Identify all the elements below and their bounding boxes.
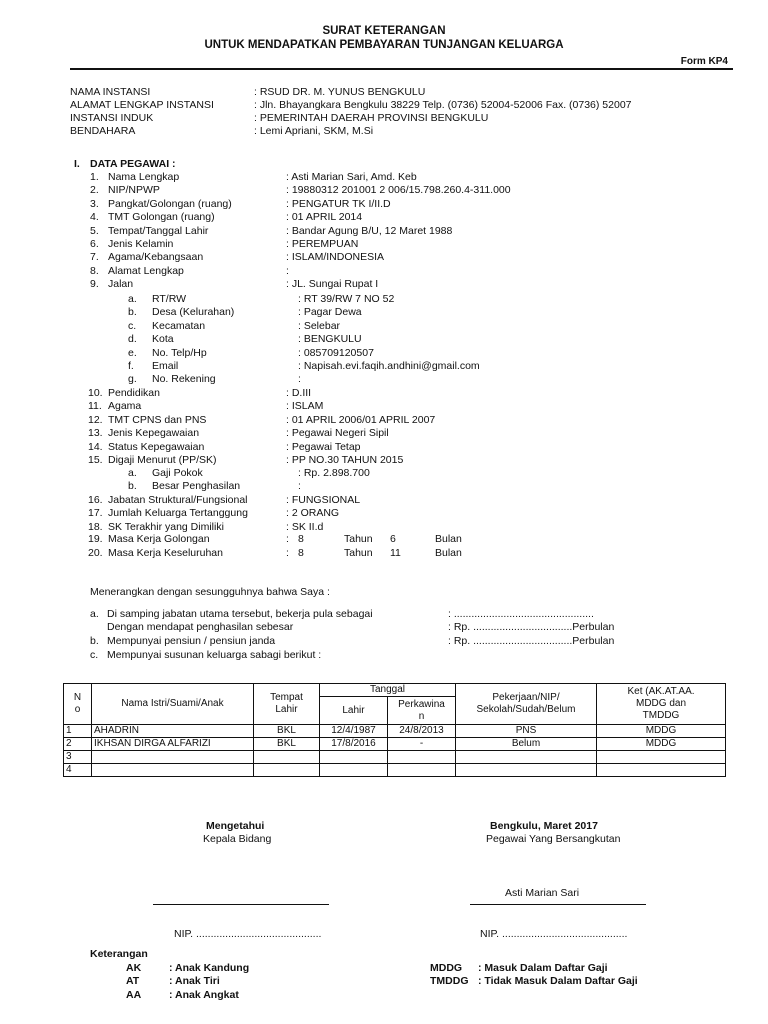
cell-pekerjaan: Belum — [456, 738, 597, 751]
field-label: Masa Kerja Keseluruhan — [108, 547, 223, 559]
declaration-intro: Menerangkan dengan sesungguhnya bahwa Saya : — [90, 586, 330, 598]
field-value: : D.III — [286, 387, 312, 399]
legend-code-ak: AK — [126, 962, 142, 974]
cell-tanggal-perkawinan: - — [388, 738, 456, 751]
declaration-a-text: Di samping jabatan utama tersebut, bekerja pula sebagai — [107, 608, 373, 620]
field-number: 5. — [90, 224, 99, 237]
cell-ket: MDDG — [597, 725, 726, 738]
tahun-value: 8 — [298, 533, 304, 545]
bulan-label: Bulan — [435, 533, 462, 545]
field-number: 14. — [88, 440, 103, 453]
field-value: : JL. Sungai Rupat I — [286, 278, 379, 291]
field-number: 19. — [88, 533, 103, 545]
field-value: : PEREMPUAN — [286, 238, 359, 250]
field-label: Agama — [108, 400, 142, 413]
field-number: 12. — [88, 413, 103, 426]
declaration-a-value: : ................................................ — [448, 608, 594, 620]
declaration-b-letter: b. — [90, 635, 99, 647]
field-value: : Pegawai Negeri Sipil — [286, 427, 389, 440]
legend-desc-mddg: : Masuk Dalam Daftar Gaji — [478, 962, 608, 974]
field-number: 16. — [88, 494, 103, 506]
field-letter: c. — [128, 319, 137, 332]
field-number: 18. — [88, 520, 103, 533]
field-value: : 2 ORANG — [286, 507, 340, 520]
header-pekerjaan: Pekerjaan/NIP/ Sekolah/Sudah/Belum — [456, 684, 597, 725]
field-colon: : — [286, 547, 289, 559]
field-value: : Pegawai Tetap — [286, 440, 361, 453]
field-value: : BENGKULU — [298, 333, 362, 346]
field-number: 15. — [88, 454, 103, 466]
field-label: Pendidikan — [108, 387, 160, 399]
cell-tanggal-lahir: 17/8/2016 — [320, 738, 388, 751]
bendahara-value: : Lemi Apriani, SKM, M.Si — [254, 125, 374, 137]
field-number: 6. — [90, 238, 99, 250]
field-letter: b. — [128, 480, 137, 493]
cell-pekerjaan — [456, 751, 597, 764]
field-number: 8. — [90, 264, 99, 277]
legend-title: Keterangan — [90, 948, 148, 960]
field-value: : SK II.d — [286, 520, 324, 533]
field-value: : 085709120507 — [298, 346, 374, 359]
field-label: Email — [152, 360, 179, 372]
field-label: Masa Kerja Golongan — [108, 533, 210, 545]
field-label: No. Rekening — [152, 373, 216, 386]
cell-tanggal-perkawinan — [388, 764, 456, 777]
field-label: Tempat/Tanggal Lahir — [108, 224, 209, 237]
table-header-row — [64, 684, 726, 697]
field-value: : ISLAM — [286, 400, 324, 413]
field-value: : — [286, 264, 289, 277]
instansi-alamat-label: ALAMAT LENGKAP INSTANSI — [70, 99, 214, 111]
sign-left-role: Kepala Bidang — [203, 833, 272, 845]
field-value: : Napisah.evi.faqih.andhini@gmail.com — [298, 360, 480, 372]
field-value: : — [298, 480, 301, 493]
field-letter: d. — [128, 333, 137, 346]
field-label: Besar Penghasilan — [152, 480, 241, 493]
bulan-label: Bulan — [435, 547, 462, 559]
legend-code-tmddg: TMDDG — [430, 975, 469, 987]
legend-desc-ak: : Anak Kandung — [169, 962, 250, 974]
field-number: 7. — [90, 251, 99, 264]
field-value: : Rp. 2.898.700 — [298, 467, 370, 479]
field-label: Digaji Menurut (PP/SK) — [108, 454, 217, 466]
field-label: Agama/Kebangsaan — [108, 251, 204, 264]
bulan-value: 6 — [390, 533, 396, 545]
field-value: : ISLAM/INDONESIA — [286, 251, 385, 264]
field-value: : FUNGSIONAL — [286, 494, 361, 506]
sign-right-role: Pegawai Yang Bersangkutan — [486, 833, 621, 845]
cell-pekerjaan: PNS — [456, 725, 597, 738]
instansi-induk-label: INSTANSI INDUK — [70, 112, 154, 124]
header-ket: Ket (AK.AT.AA. MDDG dan TMDDG — [597, 684, 726, 725]
declaration-a-income-text: Dengan mendapat penghasilan sebesar — [107, 621, 294, 633]
instansi-alamat-value: : Jln. Bhayangkara Bengkulu 38229 Telp. (0736) 52004-52006 Fax. (0736) 52007 — [254, 99, 632, 111]
declaration-c-text: Mempunyai susunan keluarga sabagi berikut : — [107, 649, 322, 661]
field-label: Jabatan Struktural/Fungsional — [108, 494, 248, 506]
field-number: 11. — [88, 400, 102, 413]
field-label: Kota — [152, 333, 174, 346]
field-number: 20. — [88, 547, 103, 559]
sign-right-line — [470, 904, 646, 905]
header-nama: Nama Istri/Suami/Anak — [92, 684, 254, 725]
field-label: Pangkat/Golongan (ruang) — [108, 197, 232, 210]
field-value: : PP NO.30 TAHUN 2015 — [286, 454, 404, 466]
header-perkawinan: Perkawina n — [388, 697, 456, 725]
field-number: 17. — [88, 507, 103, 520]
declaration-b-value: : Rp. ..................................Perbulan — [448, 635, 615, 647]
table-row — [64, 725, 726, 738]
legend-desc-tmddg: : Tidak Masuk Dalam Daftar Gaji — [478, 975, 638, 987]
field-label: Kecamatan — [152, 319, 206, 332]
header-no: N o — [64, 684, 92, 725]
legend-code-aa: AA — [126, 989, 142, 1001]
table-row — [64, 751, 726, 764]
header-tanggal-lahir: Lahir — [320, 697, 388, 725]
table-row — [64, 764, 726, 777]
field-label: RT/RW — [152, 293, 187, 305]
field-label: Alamat Lengkap — [108, 264, 184, 277]
cell-no: 3 — [64, 751, 92, 764]
field-label: Jalan — [108, 278, 134, 291]
legend-desc-at: : Anak Tiri — [169, 975, 220, 987]
sign-right-place-date: Bengkulu, Maret 2017 — [490, 820, 598, 832]
field-letter: a. — [128, 467, 137, 479]
field-label: NIP/NPWP — [108, 184, 160, 197]
field-label: TMT Golongan (ruang) — [108, 211, 215, 224]
sign-right-name: Asti Marian Sari — [505, 887, 580, 899]
sign-right-nip: NIP. ........................................... — [480, 928, 628, 940]
field-label: SK Terakhir yang Dimiliki — [108, 520, 224, 533]
field-label: Jumlah Keluarga Tertanggung — [108, 507, 248, 520]
section-title: DATA PEGAWAI : — [90, 158, 176, 170]
cell-ket: MDDG — [597, 738, 726, 751]
field-label: Nama Lengkap — [108, 171, 180, 183]
field-number: 1. — [90, 171, 99, 183]
bulan-value: 11 — [390, 547, 401, 559]
family-table — [63, 683, 726, 777]
field-number: 13. — [88, 427, 103, 440]
sign-left-line — [153, 904, 329, 905]
legend-code-at: AT — [126, 975, 140, 987]
declaration-a-income-value: : Rp. ..................................Perbulan — [448, 621, 615, 633]
table-row — [64, 738, 726, 751]
cell-no: 4 — [64, 764, 92, 777]
header-rule — [70, 68, 733, 70]
declaration-b-text: Mempunyai pensiun / pensiun janda — [107, 635, 276, 647]
field-label: No. Telp/Hp — [152, 346, 207, 359]
header-tempat-lahir: Tempat Lahir — [254, 684, 320, 725]
cell-nama — [92, 751, 254, 764]
field-value: : 19880312 201001 2 006/15.798.260.4-311.000 — [286, 184, 511, 197]
cell-ket — [597, 751, 726, 764]
section-number: I. — [74, 158, 80, 170]
cell-tanggal-lahir — [320, 764, 388, 777]
instansi-nama-label: NAMA INSTANSI — [70, 86, 151, 98]
cell-tempat-lahir: BKL — [254, 725, 320, 738]
field-number: 10. — [88, 387, 103, 399]
sign-left-title: Mengetahui — [206, 820, 265, 832]
cell-no: 2 — [64, 738, 92, 751]
field-value: : Pagar Dewa — [298, 306, 362, 319]
cell-tanggal-lahir — [320, 751, 388, 764]
legend-code-mddg: MDDG — [430, 962, 463, 974]
field-number: 9. — [90, 278, 99, 291]
field-label: Jenis Kepegawaian — [108, 427, 200, 440]
form-code: Form KP4 — [680, 56, 728, 67]
cell-tanggal-lahir: 12/4/1987 — [320, 725, 388, 738]
field-value: : Asti Marian Sari, Amd. Keb — [286, 171, 417, 183]
field-value: : RT 39/RW 7 NO 52 — [298, 293, 395, 305]
field-label: TMT CPNS dan PNS — [108, 413, 207, 426]
cell-nama — [92, 764, 254, 777]
instansi-induk-value: : PEMERINTAH DAERAH PROVINSI BENGKULU — [254, 112, 489, 124]
field-value: : Selebar — [298, 319, 341, 332]
field-label: Desa (Kelurahan) — [152, 306, 235, 319]
cell-tanggal-perkawinan — [388, 751, 456, 764]
field-letter: g. — [128, 373, 137, 386]
field-number: 4. — [90, 211, 99, 224]
field-label: Gaji Pokok — [152, 467, 203, 479]
cell-pekerjaan — [456, 764, 597, 777]
cell-tempat-lahir — [254, 764, 320, 777]
cell-no: 1 — [64, 725, 92, 738]
legend-desc-aa: : Anak Angkat — [169, 989, 239, 1001]
field-letter: f. — [128, 360, 134, 372]
tahun-value: 8 — [298, 547, 304, 559]
tahun-label: Tahun — [344, 533, 373, 545]
instansi-nama-value: : RSUD DR. M. YUNUS BENGKULU — [254, 86, 426, 98]
field-number: 2. — [90, 184, 99, 197]
field-value: : — [298, 373, 301, 386]
cell-ket — [597, 764, 726, 777]
tahun-label: Tahun — [344, 547, 373, 559]
field-letter: a. — [128, 293, 137, 305]
cell-nama: IKHSAN DIRGA ALFARIZI — [92, 738, 254, 751]
field-value: : 01 APRIL 2014 — [286, 211, 363, 224]
field-label: Jenis Kelamin — [108, 238, 174, 250]
field-letter: b. — [128, 306, 137, 319]
field-colon: : — [286, 533, 289, 545]
document-subtitle: UNTUK MENDAPATKAN PEMBAYARAN TUNJANGAN KELUARGA — [204, 39, 564, 51]
header-tanggal: Tanggal — [320, 684, 456, 697]
field-value: : PENGATUR TK I/II.D — [286, 197, 391, 210]
cell-tanggal-perkawinan: 24/8/2013 — [388, 725, 456, 738]
field-value: : Bandar Agung B/U, 12 Maret 1988 — [286, 224, 453, 237]
field-letter: e. — [128, 346, 137, 359]
document-title: SURAT KETERANGAN — [322, 25, 446, 37]
bendahara-label: BENDAHARA — [70, 125, 136, 137]
sign-left-nip: NIP. ........................................... — [174, 928, 322, 940]
field-value: : 01 APRIL 2006/01 APRIL 2007 — [286, 413, 436, 426]
declaration-c-letter: c. — [90, 649, 99, 661]
cell-nama: AHADRIN — [92, 725, 254, 738]
declaration-a-letter: a. — [90, 608, 99, 620]
field-number: 3. — [90, 197, 99, 210]
cell-tempat-lahir — [254, 751, 320, 764]
field-label: Status Kepegawaian — [108, 440, 205, 453]
cell-tempat-lahir: BKL — [254, 738, 320, 751]
